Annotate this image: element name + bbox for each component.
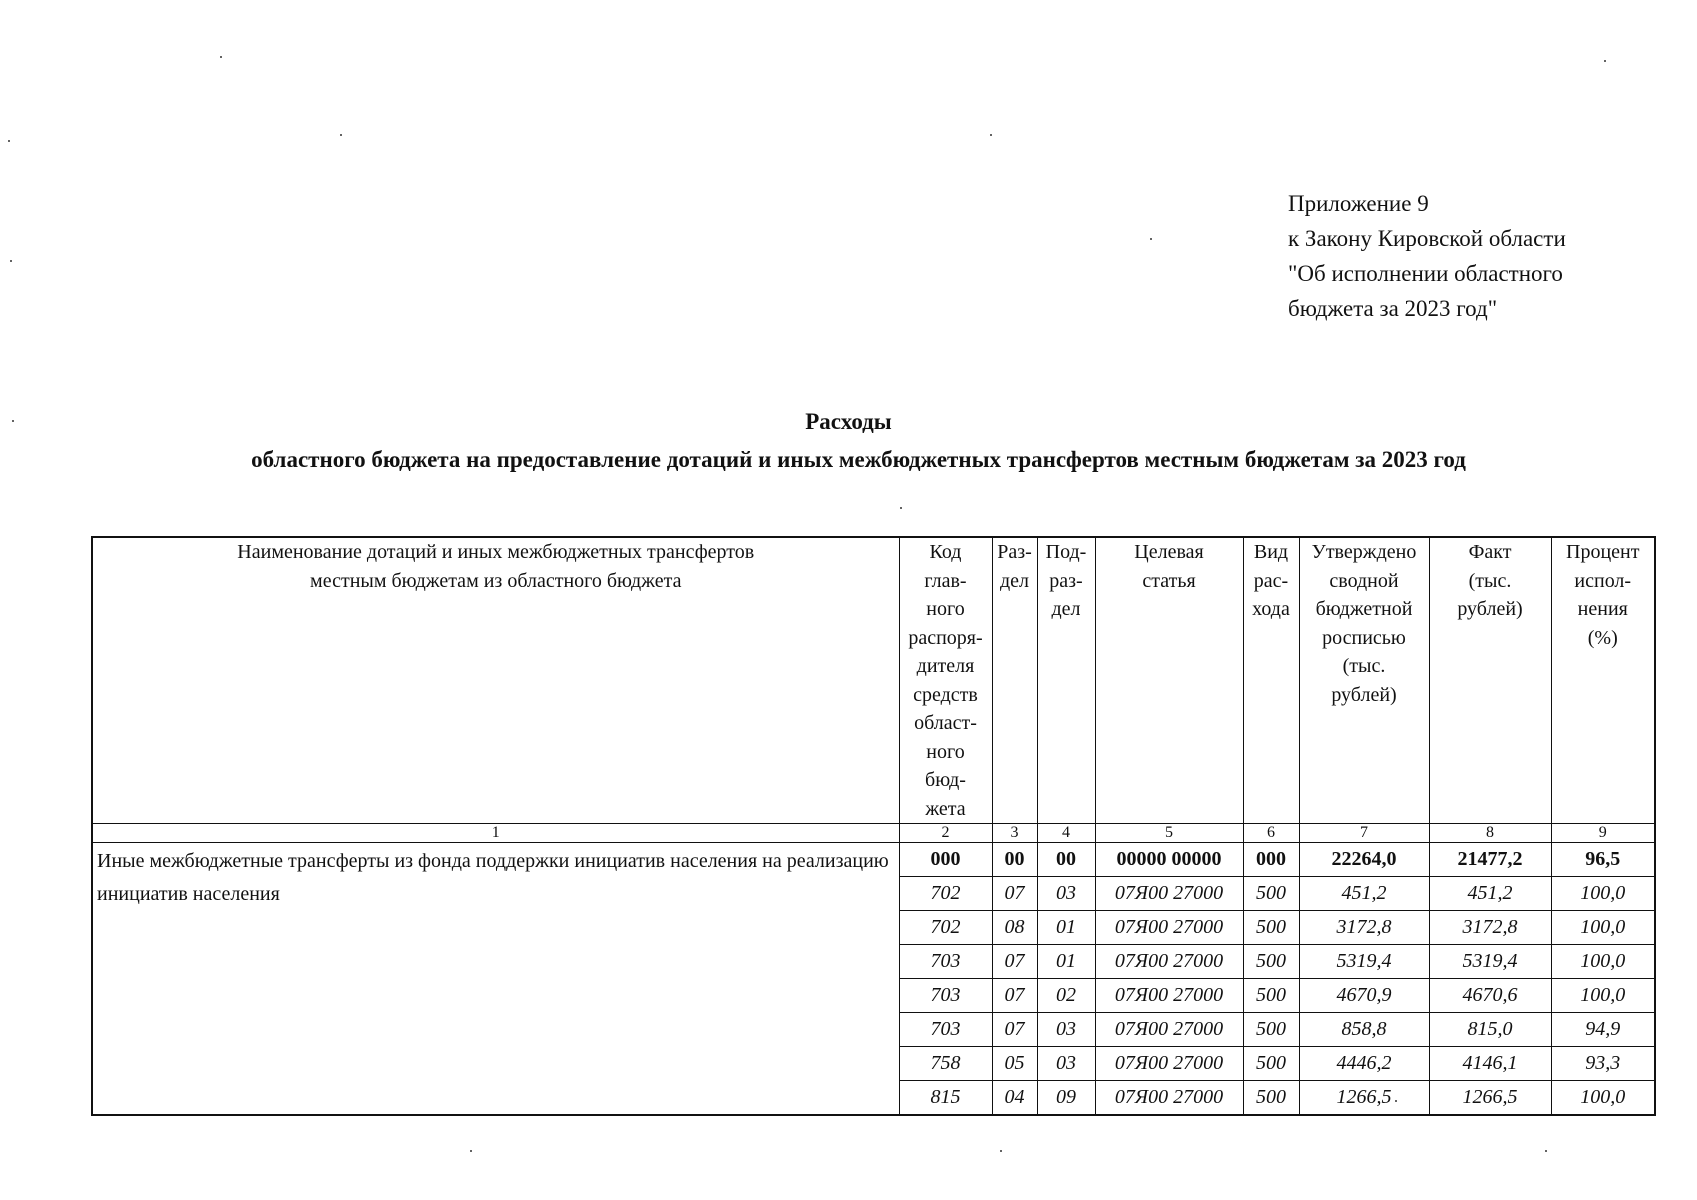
cell-percent: 100,0 (1551, 877, 1655, 911)
document-subtitle: областного бюджета на предоставление дотаций и иных межбюджетных трансфертов местным бюджетам за 2023 год (251, 447, 1466, 472)
cell-code: 703 (899, 979, 992, 1013)
column-number: 6 (1243, 824, 1299, 843)
cell-section: 07 (992, 945, 1037, 979)
cell-subsection: 03 (1037, 877, 1095, 911)
annex-block (1288, 186, 1566, 326)
cell-target: 07Я00 27000 (1095, 1013, 1243, 1047)
column-number: 3 (992, 824, 1037, 843)
total-row (92, 843, 1655, 877)
cell-target: 07Я00 27000 (1095, 911, 1243, 945)
cell-fact: 3172,8 (1429, 911, 1551, 945)
cell-kind: 500 (1243, 877, 1299, 911)
column-number: 7 (1299, 824, 1429, 843)
cell-approved: 4670,9 (1299, 979, 1429, 1013)
cell-code: 703 (899, 945, 992, 979)
cell-section: 04 (992, 1081, 1037, 1116)
scan-speck (1395, 1100, 1397, 1102)
cell-percent: 100,0 (1551, 945, 1655, 979)
cell-kind: 500 (1243, 979, 1299, 1013)
cell-approved: 5319,4 (1299, 945, 1429, 979)
header-name: Наименование дотаций и иных межбюджетных трансфертов местным бюджетам из областного бюджета (92, 537, 899, 824)
cell-kind: 500 (1243, 945, 1299, 979)
cell-fact: 451,2 (1429, 877, 1551, 911)
scan-speck (1545, 1150, 1547, 1152)
header-approved: Утверждено сводной бюджетной росписью (тыс. рублей) (1299, 537, 1429, 824)
header-target: Целевая статья (1095, 537, 1243, 824)
cell-code: 000 (899, 843, 992, 877)
cell-section: 07 (992, 877, 1037, 911)
cell-kind: 000 (1243, 843, 1299, 877)
group-name: Иные межбюджетные трансферты из фонда поддержки инициатив населения на реализацию инициатив населения (92, 843, 899, 1116)
cell-fact: 1266,5 (1429, 1081, 1551, 1116)
annex-line: к Закону Кировской области (1288, 226, 1566, 251)
scan-speck (10, 260, 12, 262)
annex-line: "Об исполнении областного (1288, 261, 1563, 286)
header-section: Раз- дел (992, 537, 1037, 824)
cell-kind: 500 (1243, 911, 1299, 945)
cell-fact: 4146,1 (1429, 1047, 1551, 1081)
cell-fact: 4670,6 (1429, 979, 1551, 1013)
header-percent: Процент испол- нения (%) (1551, 537, 1655, 824)
cell-target: 07Я00 27000 (1095, 877, 1243, 911)
cell-percent: 93,3 (1551, 1047, 1655, 1081)
header-code: Код глав- ного распоря- дителя средств област- ного бюд- жета (899, 537, 992, 824)
cell-section: 08 (992, 911, 1037, 945)
scan-speck (470, 1150, 472, 1152)
annex-line: Приложение 9 (1288, 191, 1429, 216)
cell-percent: 100,0 (1551, 1081, 1655, 1116)
header-fact: Факт (тыс. рублей) (1429, 537, 1551, 824)
cell-target: 07Я00 27000 (1095, 1047, 1243, 1081)
cell-percent: 96,5 (1551, 843, 1655, 877)
cell-subsection: 03 (1037, 1047, 1095, 1081)
cell-subsection: 01 (1037, 911, 1095, 945)
cell-code: 703 (899, 1013, 992, 1047)
cell-subsection: 02 (1037, 979, 1095, 1013)
cell-section: 00 (992, 843, 1037, 877)
cell-percent: 94,9 (1551, 1013, 1655, 1047)
cell-kind: 500 (1243, 1047, 1299, 1081)
cell-section: 07 (992, 1013, 1037, 1047)
cell-approved: 4446,2 (1299, 1047, 1429, 1081)
cell-subsection: 03 (1037, 1013, 1095, 1047)
cell-target: 07Я00 27000 (1095, 1081, 1243, 1116)
cell-code: 702 (899, 911, 992, 945)
cell-approved: 22264,0 (1299, 843, 1429, 877)
column-number: 2 (899, 824, 992, 843)
cell-approved: 451,2 (1299, 877, 1429, 911)
scan-speck (1000, 1150, 1002, 1152)
column-number: 5 (1095, 824, 1243, 843)
cell-section: 07 (992, 979, 1037, 1013)
column-number: 8 (1429, 824, 1551, 843)
header-row (92, 537, 1655, 824)
document-title: Расходы (805, 409, 892, 434)
cell-fact: 5319,4 (1429, 945, 1551, 979)
cell-code: 815 (899, 1081, 992, 1116)
cell-section: 05 (992, 1047, 1037, 1081)
cell-subsection: 09 (1037, 1081, 1095, 1116)
column-number: 9 (1551, 824, 1655, 843)
header-subsection: Под- раз- дел (1037, 537, 1095, 824)
cell-target: 07Я00 27000 (1095, 979, 1243, 1013)
scan-speck (12, 420, 14, 422)
cell-approved: 858,8 (1299, 1013, 1429, 1047)
cell-approved: 1266,5 (1299, 1081, 1429, 1116)
cell-percent: 100,0 (1551, 911, 1655, 945)
header-kind: Вид рас- хода (1243, 537, 1299, 824)
cell-subsection: 01 (1037, 945, 1095, 979)
cell-fact: 815,0 (1429, 1013, 1551, 1047)
scan-speck (1150, 238, 1152, 240)
column-number: 1 (92, 824, 899, 843)
cell-approved: 3172,8 (1299, 911, 1429, 945)
column-number-row (92, 824, 1655, 843)
cell-code: 758 (899, 1047, 992, 1081)
scan-speck (990, 134, 992, 136)
cell-subsection: 00 (1037, 843, 1095, 877)
scan-speck (8, 140, 10, 142)
scan-speck (340, 134, 342, 136)
annex-line: бюджета за 2023 год" (1288, 296, 1498, 321)
cell-code: 702 (899, 877, 992, 911)
scan-speck (1604, 60, 1606, 62)
cell-percent: 100,0 (1551, 979, 1655, 1013)
scan-speck (220, 56, 222, 58)
cell-kind: 500 (1243, 1013, 1299, 1047)
cell-target: 00000 00000 (1095, 843, 1243, 877)
cell-kind: 500 (1243, 1081, 1299, 1116)
budget-table (91, 536, 1656, 1116)
cell-target: 07Я00 27000 (1095, 945, 1243, 979)
column-number: 4 (1037, 824, 1095, 843)
scan-speck (900, 507, 902, 509)
cell-fact: 21477,2 (1429, 843, 1551, 877)
